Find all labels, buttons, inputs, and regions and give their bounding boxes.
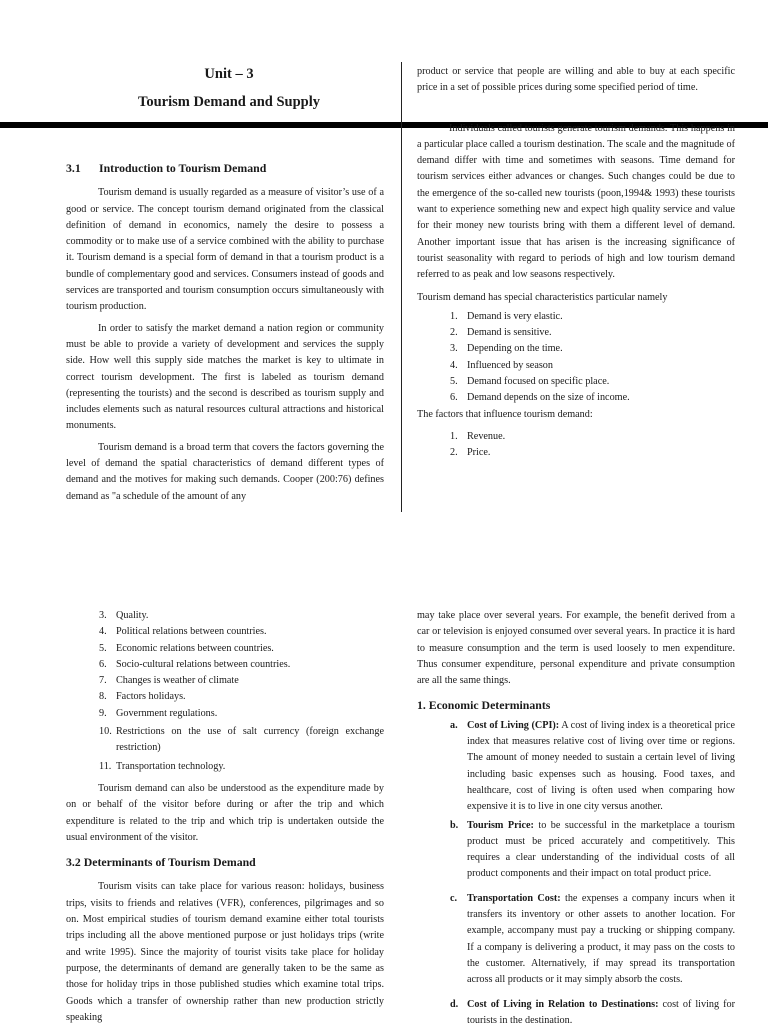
list-item: 9. Government regulations. bbox=[99, 707, 218, 719]
section-title: Introduction to Tourism Demand bbox=[99, 161, 267, 175]
list-item: d. Cost of Living in Relation to Destinations: cost of living for tourists in the destination. bbox=[450, 998, 735, 1024]
page-2 bbox=[0, 565, 768, 1024]
tourists-paragraph: Individuals called tourists generate tourism demands. This happens in a particular place called a tourism destination. The scale and the magnitude of demand differ with time and sometimes with seasons. Time demand for tourism services either advances or changes. Such changes could be due to the emergence of the so-called new tourists (poon,1994& 1993) these tourists want to experience something new and expect high quality service and value for their money new tourists bring with them a different level of demand. Another important issue that has arisen is the increasing significance of tourist seasonality with regard to periods of high and low tourism demand referred to as peak and low seasons respectively. bbox=[417, 122, 735, 281]
economic-determinants-list bbox=[417, 718, 735, 1024]
list-item: 3. Quality. bbox=[99, 610, 149, 621]
list-item: 5. Demand focused on specific place. bbox=[450, 376, 610, 388]
continued-paragraph: product or service that people are willing and able to buy at each specific price in a set of possible prices during some specified period of time. bbox=[417, 66, 735, 94]
page-title: Tourism Demand and Supply bbox=[138, 94, 320, 110]
factors-intro: The factors that influence tourism demand: bbox=[417, 408, 593, 420]
characteristics-list bbox=[417, 309, 735, 407]
factors-list bbox=[417, 429, 735, 462]
intro-paragraph: Tourism demand is usually regarded as a measure of visitor’s use of a good or service. The concept tourism demand originated from the classical definition of demand in economics, namely the desire to possess a commodity or to make use of a service combined with the ability to purchase it. Tourism demand is a special form of demand in that a tourism product is a bundle of complementary good and services. Consumers instead of goods and services are transported and tourism consumption occurs simultaneously with tourism production. bbox=[66, 187, 384, 313]
section-number: 3.1 bbox=[66, 161, 81, 175]
list-item: 2. Price. bbox=[450, 447, 491, 459]
economic-determinants-heading: 1. Economic Determinants bbox=[417, 698, 551, 713]
unit-label: Unit – 3 bbox=[204, 66, 254, 82]
supply-paragraph: In order to satisfy the market demand a nation region or community must be able to provide a variety of development and services the supply side. How well this supply side matches the market is key to ultimate in correct tourism development. The first is labeled as tourism demand (representing the tourists) and the second is described as tourism supply and includes elements such as natural resources cultural attractions and historical monuments. bbox=[66, 322, 384, 432]
list-item: 4. Political relations between countries. bbox=[99, 626, 267, 638]
list-item: 5. Economic relations between countries. bbox=[99, 642, 274, 654]
list-item: 1. Revenue. bbox=[450, 430, 506, 442]
list-item: 10. Restrictions on the use of salt currency (foreign exchange restriction) bbox=[99, 726, 384, 754]
column-divider bbox=[401, 62, 402, 512]
continued-paragraph: may take place over several years. For example, the benefit derived from a car or television is enjoyed consumed over several years. In practice it is hard to measure consumption and the term is used loosely to men expenditure. Thus consumer expenditure, personal expenditure and private consumption are all the same things. bbox=[417, 610, 735, 687]
list-item: c. Transportation Cost: the expenses a company incurs when it transfers its inventory or other assets to another location. For example, accompany must pay a trucking or shipping company. If a company is delivering a product, it may pass on the costs to the customer. Alternatively, if may spread its transportation across all products or it may simply absorb the costs. bbox=[450, 892, 736, 986]
list-item: 11. Transportation technology. bbox=[99, 760, 226, 772]
list-item: 1. Demand is very elastic. bbox=[450, 310, 563, 322]
list-item: 4. Influenced by season bbox=[450, 359, 553, 371]
definition-paragraph: Tourism demand is a broad term that covers the factors governing the level of demand the spatial characteristics of demand different types of demand and the motives for making such demands. Cooper (200:76) defines demand as "a schedule of the amount of any bbox=[66, 441, 384, 502]
list-item: 6. Demand depends on the size of income. bbox=[450, 392, 630, 404]
right-column bbox=[417, 64, 735, 462]
page-gap bbox=[0, 520, 768, 565]
expenditure-paragraph: Tourism demand can also be understood as the expenditure made by on or behalf of the visitor before during or after the trip and which expenditure is related to the trip and which trip is undertaken outside the usual environment of the visitor. bbox=[66, 782, 384, 843]
list-item: 6. Socio-cultural relations between countries. bbox=[99, 658, 291, 670]
left-column bbox=[66, 160, 384, 505]
list-item: 7. Changes is weather of climate bbox=[99, 675, 239, 687]
list-item: 8. Factors holidays. bbox=[99, 691, 186, 703]
determinants-paragraph: Tourism visits can take place for various reason: holidays, business trips, visits to friends and relatives (VFR), conferences, pilgrimages and so on. Most empirical studies of tourism demand examine either total tourists trips including all the above mentioned purpose or just holidays trips (write and write 1995). Since the majority of tourist visits take place for holiday purpose, the determinants of demand are generally taken to be the same as those for holiday trips in those published studies which examine total trips. Goods which a transfer of ownership rather than new production strictly speaking bbox=[66, 881, 384, 1023]
left-column bbox=[66, 608, 384, 1024]
list-item: 2. Demand is sensitive. bbox=[450, 327, 552, 339]
section-heading bbox=[66, 160, 384, 176]
list-item: 3. Depending on the time. bbox=[450, 343, 563, 355]
list-item: b. Tourism Price: to be successful in the marketplace a tourism product must be priced accurately and competitively. This requires a clear understanding of the individual costs of all product components and their impact on total product price. bbox=[450, 819, 735, 880]
factors-list-continued bbox=[66, 608, 384, 775]
list-item: a. Cost of Living (CPI): A cost of living index is a theoretical price index that measures relative cost of living over time or regions. The amount of money needed to sustain a certain level of living including basic expenses such as housing. Food taxes, and healthcare, cost of living is often used when comparing how expensive it is to live in one city versus another. bbox=[450, 719, 736, 813]
right-column bbox=[417, 608, 735, 1024]
characteristics-intro: Tourism demand has special characteristics particular namely bbox=[417, 291, 668, 303]
section-heading: 3.2 Determinants of Tourism Demand bbox=[66, 855, 256, 870]
